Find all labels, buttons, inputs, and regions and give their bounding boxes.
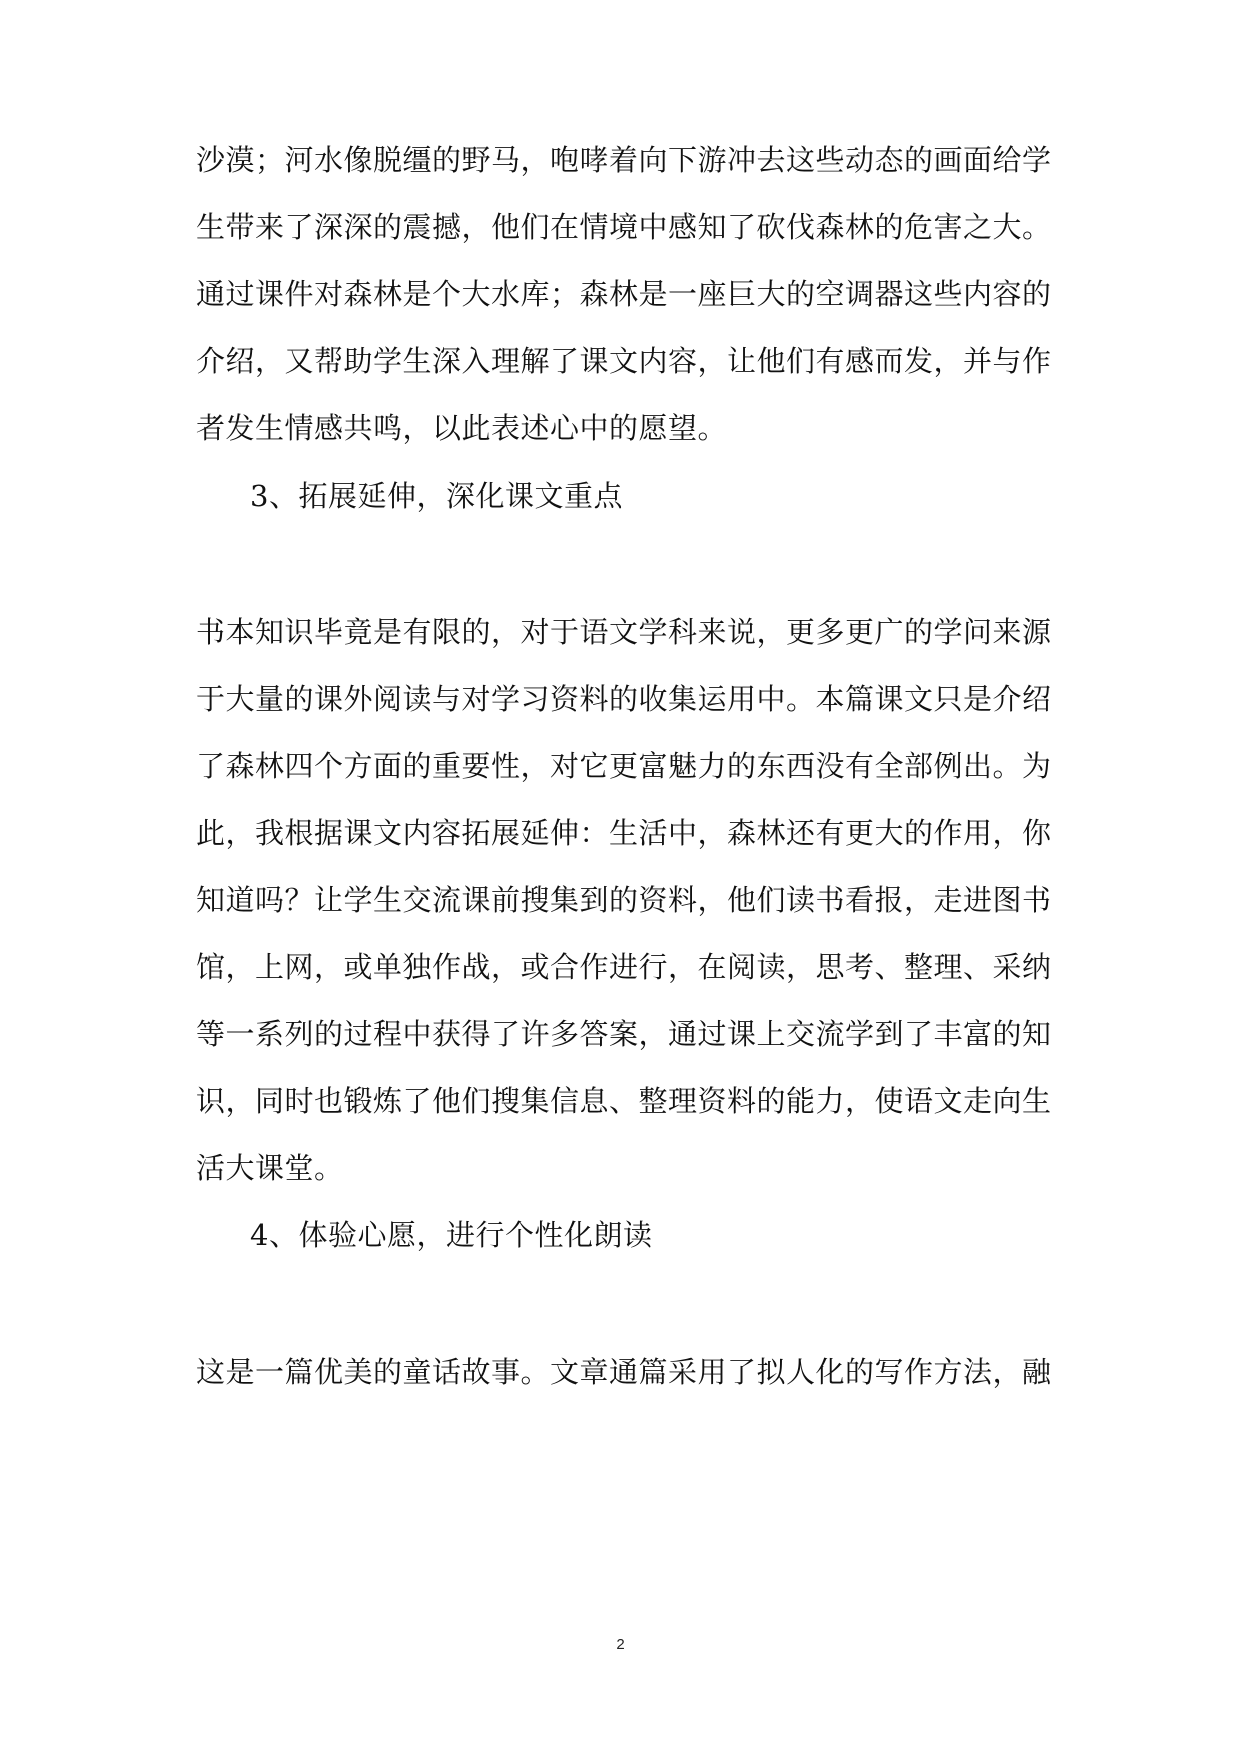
paragraph-2-line-2: 于大量的课外阅读与对学习资料的收集运用中。本篇课文只是介绍 xyxy=(196,682,1052,716)
page-number: 2 xyxy=(616,1636,625,1653)
paragraph-1-line-1: 沙漠；河水像脱缰的野马，咆哮着向下游冲去这些动态的画面给学 xyxy=(196,143,1052,177)
paragraph-2-line-9: 活大课堂。 xyxy=(196,1151,344,1185)
paragraph-2-line-3: 了森林四个方面的重要性，对它更富魅力的东西没有全部例出。为 xyxy=(196,749,1052,783)
section-heading-4: 4、体验心愿，进行个性化朗读 xyxy=(250,1218,653,1252)
paragraph-3-line-1: 这是一篇优美的童话故事。文章通篇采用了拟人化的写作方法，融 xyxy=(196,1355,1052,1389)
paragraph-2-line-8: 识，同时也锻炼了他们搜集信息、整理资料的能力，使语文走向生 xyxy=(196,1084,1052,1118)
paragraph-2-line-4: 此，我根据课文内容拓展延伸：生活中，森林还有更大的作用，你 xyxy=(196,816,1052,850)
paragraph-2-line-6: 馆，上网，或单独作战，或合作进行，在阅读，思考、整理、采纳 xyxy=(196,950,1052,984)
paragraph-1-line-3: 通过课件对森林是个大水库；森林是一座巨大的空调器这些内容的 xyxy=(196,277,1052,311)
section-heading-3: 3、拓展延伸，深化课文重点 xyxy=(250,479,623,513)
paragraph-1-line-4: 介绍，又帮助学生深入理解了课文内容，让他们有感而发，并与作 xyxy=(196,344,1052,378)
paragraph-2-line-1: 书本知识毕竟是有限的，对于语文学科来说，更多更广的学问来源 xyxy=(196,615,1052,649)
paragraph-2-line-5: 知道吗？让学生交流课前搜集到的资料，他们读书看报，走进图书 xyxy=(196,883,1052,917)
paragraph-1-line-2: 生带来了深深的震撼，他们在情境中感知了砍伐森林的危害之大。 xyxy=(196,210,1052,244)
paragraph-2-line-7: 等一系列的过程中获得了许多答案，通过课上交流学到了丰富的知 xyxy=(196,1017,1052,1051)
paragraph-1-line-5: 者发生情感共鸣，以此表述心中的愿望。 xyxy=(196,411,728,445)
